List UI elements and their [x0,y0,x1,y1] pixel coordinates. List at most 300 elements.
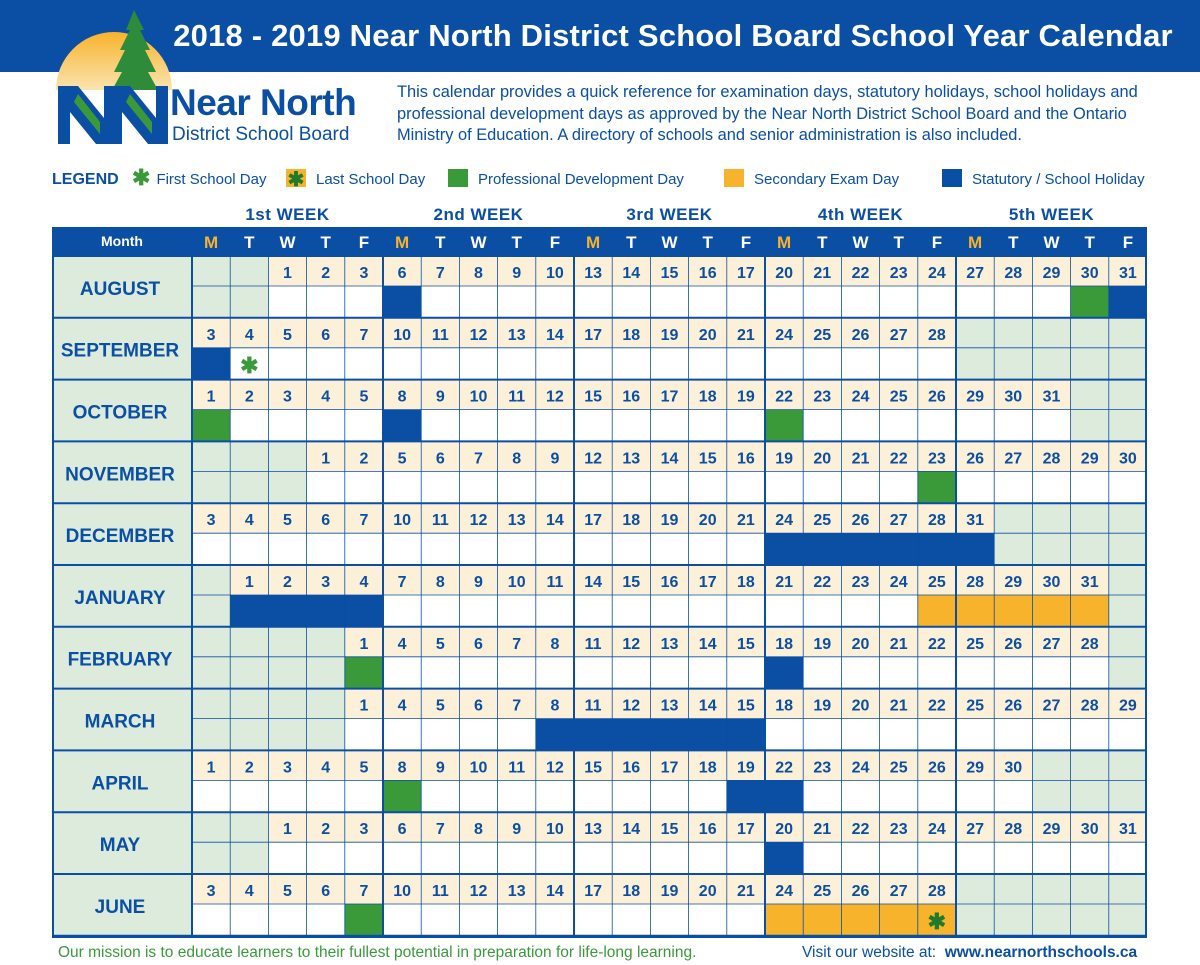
day-number: 19 [813,697,832,715]
day-number: 20 [813,450,832,468]
day-cell [230,780,268,812]
day-number: 7 [397,574,407,591]
day-cell [727,348,765,380]
day-number: 13 [507,883,526,900]
day-cell [574,842,612,874]
day-number: 7 [512,635,522,653]
day-number: 11 [431,512,449,530]
day-number: 14 [698,635,717,653]
day-number: 16 [698,821,717,839]
day-number: 22 [775,388,793,406]
day-number: 28 [928,883,946,900]
holiday-mark [574,719,612,751]
day-cell [880,657,918,689]
day-number: 9 [435,388,445,406]
empty-day-cell [1109,874,1147,936]
empty-day-cell [307,627,345,689]
day-number: 21 [889,635,908,653]
day-cell [689,348,727,380]
day-cell [421,533,459,565]
day-cell [230,904,268,936]
day-number: 18 [698,388,717,406]
day-number: 6 [321,883,331,900]
day-cell [650,533,688,565]
day-number: 12 [469,326,488,344]
day-number: 19 [775,450,793,468]
day-cell [498,348,536,380]
empty-day-cell [1109,318,1147,380]
day-number: 4 [321,388,331,406]
day-cell [841,842,879,874]
day-number: 4 [359,574,369,591]
day-cell [1109,842,1147,874]
empty-day-cell [192,812,230,874]
day-number: 29 [1119,697,1137,715]
weekday-header: M [968,233,983,252]
day-number: 19 [737,388,755,406]
day-number: 5 [359,388,369,406]
day-cell [230,533,268,565]
day-number: 14 [698,697,717,715]
day-number: 6 [474,635,483,653]
day-number: 18 [775,635,793,653]
day-cell [345,348,383,380]
day-number: 11 [584,697,602,715]
calendar-grid [52,227,1147,938]
day-number: 27 [966,265,984,282]
day-cell [650,780,688,812]
day-cell [268,286,306,318]
exam-mark [994,595,1032,627]
day-number: 30 [1004,388,1023,406]
day-number: 12 [469,883,488,900]
day-cell [421,719,459,751]
day-cell [765,286,803,318]
day-number: 11 [584,635,602,653]
day-number: 1 [359,635,369,653]
weekday-header: T [702,233,713,252]
month-label: SEPTEMBER [60,340,180,362]
day-number: 10 [469,759,488,777]
logo-subtitle: District School Board [172,124,350,145]
empty-day-cell [956,874,994,936]
visit-label: Visit our website at: [802,944,937,961]
weekday-header: T [435,233,446,252]
day-number: 8 [512,450,522,468]
day-number: 16 [737,450,755,468]
day-number: 27 [889,883,908,900]
day-number: 15 [584,759,602,777]
empty-day-cell [230,627,268,689]
day-number: 27 [1042,697,1061,715]
day-number: 28 [966,574,984,591]
day-number: 7 [359,512,369,530]
day-number: 6 [321,512,331,530]
day-cell [994,657,1032,689]
day-number: 7 [512,697,522,715]
holiday-mark [689,719,727,751]
empty-day-cell [192,441,230,503]
day-cell [498,780,536,812]
day-number: 24 [928,821,946,839]
day-number: 4 [397,697,407,715]
empty-day-cell [1032,503,1070,565]
day-cell [268,533,306,565]
day-number: 1 [206,759,216,777]
day-number: 19 [660,883,679,900]
day-number: 17 [584,883,602,900]
day-number: 14 [622,265,641,282]
day-number: 22 [813,574,832,591]
day-number: 17 [584,326,602,344]
day-cell [307,348,345,380]
holiday-mark [536,719,574,751]
month-label: JANUARY [74,587,166,609]
day-number: 6 [435,450,445,468]
weekday-header: M [586,233,601,252]
day-cell [459,657,497,689]
day-number: 13 [584,821,602,839]
day-cell [345,842,383,874]
day-number: 4 [244,512,254,530]
day-number: 15 [622,574,641,591]
month-label: AUGUST [79,278,161,300]
holiday-mark [841,533,879,565]
day-cell [421,842,459,874]
day-number: 14 [584,574,602,591]
weekday-header: F [358,233,370,252]
legend-exam-day: Secondary Exam Day [724,166,899,194]
day-number: 15 [660,265,679,282]
day-number: 20 [698,326,717,344]
day-number: 5 [435,697,445,715]
pd-mark [918,471,956,503]
day-cell [268,904,306,936]
empty-day-cell [1109,750,1147,812]
day-cell [956,780,994,812]
day-cell [727,657,765,689]
day-number: 17 [660,388,679,406]
asterisk-icon: ✱ [287,169,305,192]
day-number: 15 [698,450,717,468]
day-cell [574,471,612,503]
day-number: 16 [622,759,641,777]
day-number: 5 [359,759,369,777]
day-number: 8 [435,574,445,591]
day-cell [1071,719,1109,751]
day-cell [268,410,306,442]
day-cell [536,842,574,874]
week-labels [192,204,1147,226]
day-cell [880,780,918,812]
day-number: 27 [966,821,984,839]
day-number: 8 [550,697,560,715]
day-number: 30 [1004,759,1023,777]
day-number: 17 [660,759,679,777]
day-number: 12 [622,635,641,653]
day-number: 22 [851,821,870,839]
day-cell [459,471,497,503]
day-number: 24 [889,574,908,591]
empty-day-cell [1032,318,1070,380]
day-cell [421,348,459,380]
day-cell [498,904,536,936]
day-cell [841,410,879,442]
day-number: 26 [966,450,984,468]
calendar [52,227,1147,938]
day-number: 12 [622,697,641,715]
day-cell [345,780,383,812]
day-cell [689,533,727,565]
day-number: 3 [321,574,331,591]
day-cell [421,471,459,503]
day-number: 30 [1042,574,1061,591]
day-cell [689,780,727,812]
day-number: 21 [737,326,755,344]
week-label-5: 5th WEEK [1008,205,1095,224]
website-link[interactable]: www.nearnorthschools.ca [944,944,1138,961]
day-number: 4 [244,883,254,900]
day-cell [498,410,536,442]
day-cell [383,595,421,627]
exam-mark [880,904,918,936]
day-number: 17 [584,512,602,530]
day-number: 13 [584,265,602,282]
day-number: 19 [660,512,679,530]
day-number: 29 [1004,574,1023,591]
day-number: 13 [660,635,679,653]
day-number: 3 [206,326,216,344]
day-number: 20 [698,512,717,530]
day-cell [1071,471,1109,503]
day-cell [574,286,612,318]
day-number: 24 [928,265,946,282]
pd-mark [383,780,421,812]
day-cell [268,780,306,812]
day-cell [803,842,841,874]
empty-day-cell [192,565,230,627]
day-cell [192,533,230,565]
day-cell [345,533,383,565]
day-cell [574,904,612,936]
day-cell [383,657,421,689]
day-number: 18 [622,326,641,344]
day-cell [268,842,306,874]
month-label: MARCH [84,711,156,733]
day-number: 4 [321,759,331,777]
day-number: 5 [283,326,292,344]
day-cell [803,657,841,689]
day-cell [574,595,612,627]
day-number: 9 [435,759,445,777]
holiday-mark [765,657,803,689]
week-label-4: 4th WEEK [817,205,904,224]
day-cell [421,595,459,627]
day-number: 27 [1042,635,1061,653]
asterisk-icon: ✱ [927,909,947,934]
day-cell [727,904,765,936]
weekday-header: F [931,233,943,252]
day-number: 13 [622,450,641,468]
day-number: 1 [244,574,254,591]
day-number: 8 [474,821,483,839]
day-cell [536,780,574,812]
day-number: 20 [775,821,793,839]
day-cell [498,842,536,874]
asterisk-icon: ✱ [132,165,151,191]
legend-last-day: ✱ Last School Day [287,169,426,192]
day-cell [345,719,383,751]
day-number: 28 [1042,450,1061,468]
day-cell [307,904,345,936]
day-cell [536,904,574,936]
day-cell [459,348,497,380]
day-number: 11 [431,326,449,344]
month-label: FEBRUARY [67,649,173,671]
day-number: 3 [283,388,292,406]
day-cell [536,595,574,627]
day-number: 28 [1080,697,1099,715]
day-cell [803,595,841,627]
day-cell [841,471,879,503]
day-cell [727,286,765,318]
day-number: 31 [1042,388,1061,406]
day-cell [383,533,421,565]
day-number: 29 [1080,450,1099,468]
day-cell [574,533,612,565]
weekday-header: M [777,233,792,252]
day-cell [956,286,994,318]
day-number: 28 [1004,265,1023,282]
day-number: 24 [775,512,793,530]
day-number: 11 [508,759,526,777]
weekday-header: W [470,233,487,252]
day-number: 21 [775,574,793,591]
day-cell [918,719,956,751]
day-number: 7 [359,883,369,900]
day-number: 17 [737,265,755,282]
empty-day-cell [1109,627,1147,689]
day-number: 17 [698,574,717,591]
day-number: 14 [546,883,564,900]
day-cell [650,410,688,442]
pd-mark [765,410,803,442]
empty-day-cell [1032,750,1070,812]
empty-day-cell [268,441,306,503]
day-cell [956,719,994,751]
day-cell [498,719,536,751]
day-cell [765,471,803,503]
day-cell [383,348,421,380]
day-number: 19 [660,326,679,344]
day-cell [612,410,650,442]
day-cell [459,842,497,874]
day-number: 31 [1119,821,1137,839]
day-number: 21 [851,450,870,468]
day-cell [994,471,1032,503]
day-number: 7 [435,821,445,839]
weekday-header: T [893,233,904,252]
day-cell [803,719,841,751]
day-cell [192,904,230,936]
month-label: APRIL [91,773,149,795]
day-cell [727,595,765,627]
day-number: 28 [1004,821,1023,839]
intro-text: This calendar provides a quick reference for examination days, statutory holidays, school holidays and professional development days as approved by the Near North District School Board and the Ontario Ministry of Education. A directory of schools and senior administration is also included. [397,83,1138,144]
day-cell [574,780,612,812]
day-cell [650,842,688,874]
weekday-header: M [395,233,410,252]
day-number: 1 [321,450,331,468]
day-number: 14 [546,512,564,530]
holiday-mark [956,533,994,565]
empty-day-cell [192,256,230,318]
asterisk-icon: ✱ [240,352,259,378]
empty-day-cell [956,318,994,380]
day-cell [459,719,497,751]
day-cell [880,410,918,442]
month-label: OCTOBER [72,402,168,424]
day-number: 12 [469,512,488,530]
day-number: 13 [507,326,526,344]
day-number: 31 [1119,265,1137,282]
day-number: 22 [889,450,908,468]
day-number: 6 [397,821,407,839]
holiday-mark [192,348,230,380]
day-cell [536,533,574,565]
day-number: 7 [359,326,369,344]
day-number: 10 [393,512,411,530]
day-cell [1032,286,1070,318]
empty-day-cell [268,689,306,751]
day-number: 18 [622,883,641,900]
day-number: 30 [1080,265,1099,282]
day-number: 10 [507,574,526,591]
day-number: 2 [321,265,331,282]
day-number: 24 [775,883,793,900]
day-cell [612,471,650,503]
day-number: 5 [397,450,407,468]
day-number: 9 [512,821,522,839]
empty-day-cell [1071,874,1109,936]
day-cell [994,410,1032,442]
day-number: 6 [321,326,331,344]
month-label: JUNE [94,896,146,918]
day-number: 12 [546,759,564,777]
day-cell [498,657,536,689]
day-number: 3 [283,759,292,777]
day-number: 25 [813,512,832,530]
day-cell [383,471,421,503]
day-cell [994,286,1032,318]
week-label-2: 2nd WEEK [433,205,524,224]
day-cell [536,657,574,689]
weekday-header: T [511,233,522,252]
day-cell [612,780,650,812]
day-cell [1071,657,1109,689]
day-number: 26 [851,883,870,900]
empty-day-cell [1109,380,1147,442]
day-number: 8 [397,759,407,777]
weekday-header: T [1084,233,1095,252]
day-cell [994,842,1032,874]
day-number: 26 [851,512,870,530]
day-number: 27 [889,512,908,530]
legend-holiday: Statutory / School Holiday [942,166,1145,194]
day-cell [689,410,727,442]
day-cell [918,286,956,318]
holiday-mark [918,533,956,565]
